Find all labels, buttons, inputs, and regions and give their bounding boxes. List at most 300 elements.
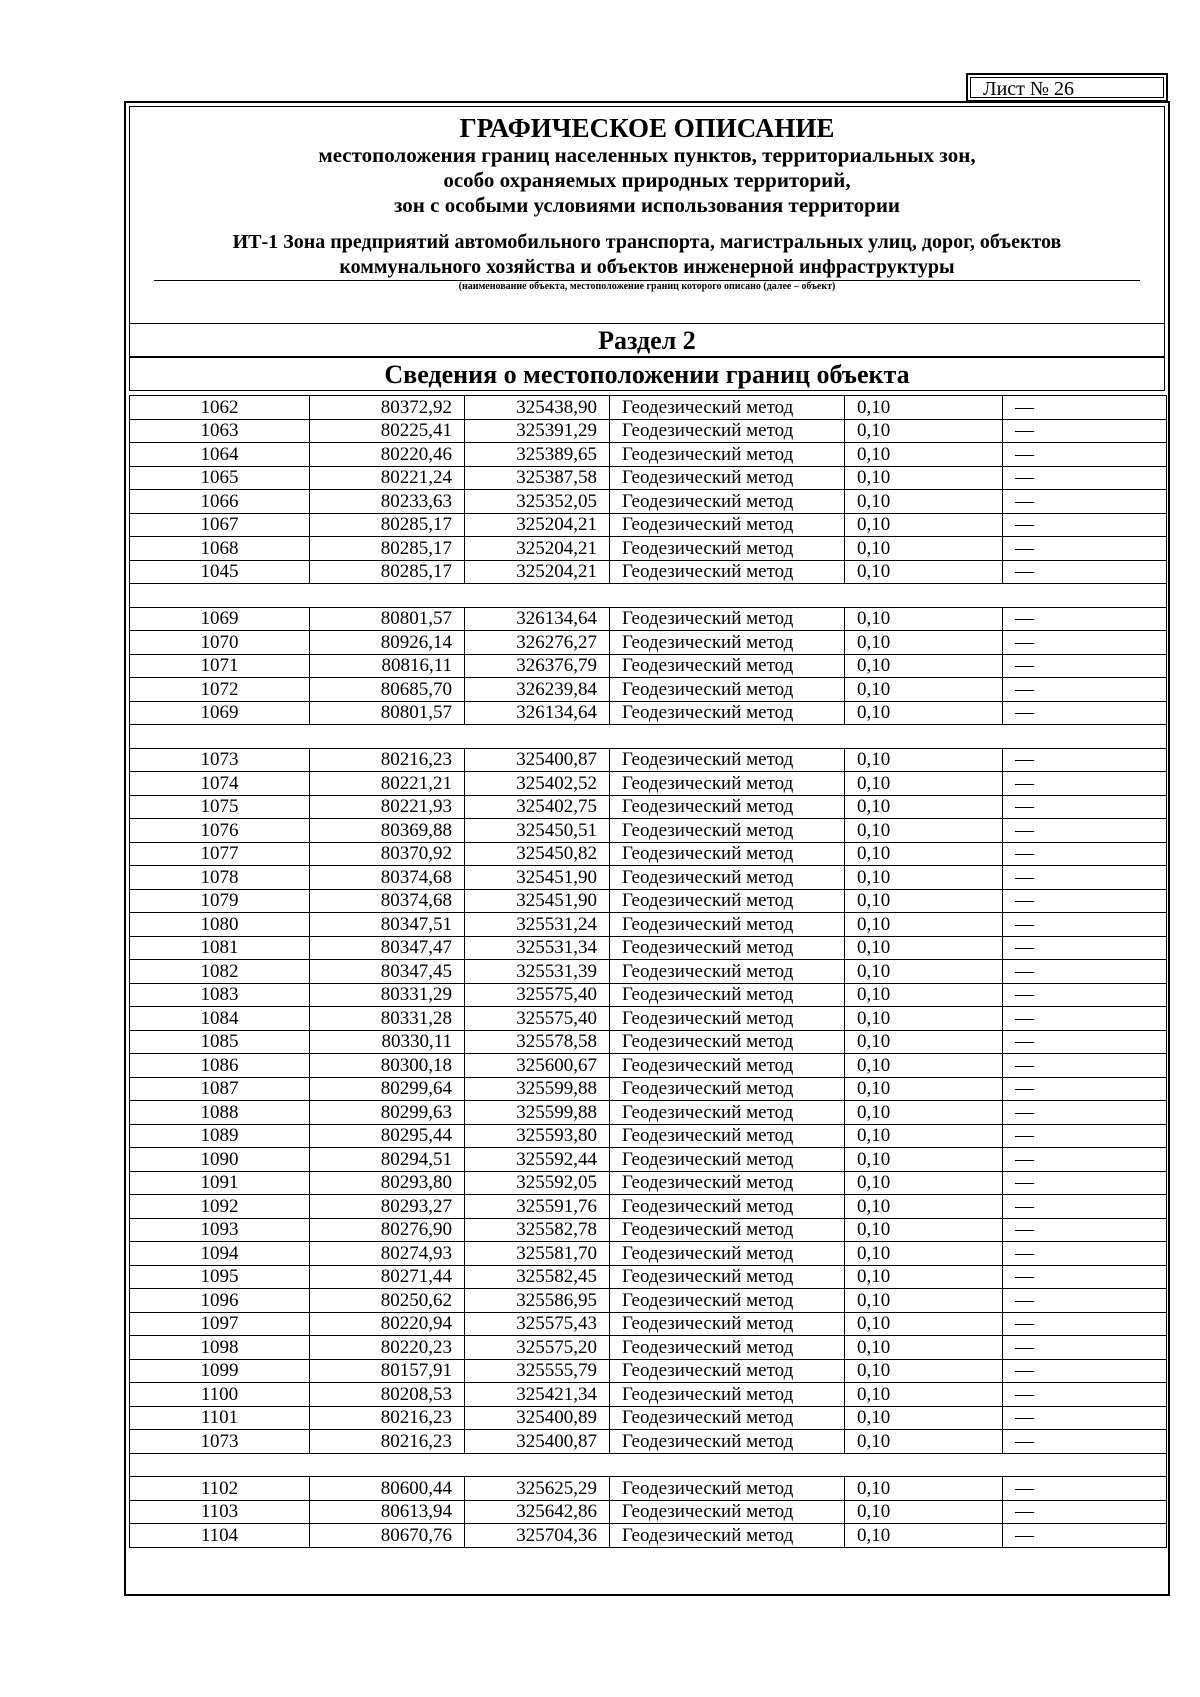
accuracy-cell: 0,10 — [845, 866, 1003, 890]
x-coordinate-cell: 80347,45 — [310, 960, 465, 984]
description-cell: — — [1003, 1289, 1167, 1313]
x-coordinate-cell: 80216,23 — [310, 1406, 465, 1430]
table-row — [130, 678, 1167, 702]
x-coordinate-cell: 80285,17 — [310, 560, 465, 584]
accuracy-cell: 0,10 — [845, 1101, 1003, 1125]
method-cell: Геодезический метод — [610, 1077, 845, 1101]
method-cell: Геодезический метод — [610, 842, 845, 866]
y-coordinate-cell: 325421,34 — [465, 1383, 610, 1407]
section-title: Раздел 2 — [129, 323, 1165, 357]
accuracy-cell: 0,10 — [845, 396, 1003, 420]
point-number-cell: 1068 — [130, 537, 310, 561]
accuracy-cell: 0,10 — [845, 1148, 1003, 1172]
x-coordinate-cell: 80330,11 — [310, 1030, 465, 1054]
point-number-cell: 1091 — [130, 1171, 310, 1195]
separator-row — [130, 725, 1167, 749]
document-title: ГРАФИЧЕСКОЕ ОПИСАНИЕ — [459, 113, 835, 143]
accuracy-cell: 0,10 — [845, 513, 1003, 537]
table-row — [130, 1054, 1167, 1078]
point-number-cell: 1078 — [130, 866, 310, 890]
table-row — [130, 513, 1167, 537]
accuracy-cell: 0,10 — [845, 631, 1003, 655]
coordinates-table-body — [130, 396, 1167, 1548]
table-row — [130, 795, 1167, 819]
accuracy-cell: 0,10 — [845, 1195, 1003, 1219]
accuracy-cell: 0,10 — [845, 654, 1003, 678]
x-coordinate-cell: 80276,90 — [310, 1218, 465, 1242]
y-coordinate-cell: 325582,45 — [465, 1265, 610, 1289]
description-cell: — — [1003, 913, 1167, 937]
accuracy-cell: 0,10 — [845, 1030, 1003, 1054]
method-cell: Геодезический метод — [610, 866, 845, 890]
point-number-cell: 1073 — [130, 1430, 310, 1454]
description-cell: — — [1003, 560, 1167, 584]
point-number-cell: 1076 — [130, 819, 310, 843]
x-coordinate-cell: 80370,92 — [310, 842, 465, 866]
x-coordinate-cell: 80220,23 — [310, 1336, 465, 1360]
method-cell: Геодезический метод — [610, 913, 845, 937]
x-coordinate-cell: 80274,93 — [310, 1242, 465, 1266]
accuracy-cell: 0,10 — [845, 960, 1003, 984]
table-row — [130, 654, 1167, 678]
y-coordinate-cell: 325451,90 — [465, 889, 610, 913]
y-coordinate-cell: 326376,79 — [465, 654, 610, 678]
table-row — [130, 1336, 1167, 1360]
method-cell: Геодезический метод — [610, 1289, 845, 1313]
y-coordinate-cell: 325531,24 — [465, 913, 610, 937]
y-coordinate-cell: 325389,65 — [465, 443, 610, 467]
table-row — [130, 443, 1167, 467]
x-coordinate-cell: 80926,14 — [310, 631, 465, 655]
point-number-cell: 1098 — [130, 1336, 310, 1360]
x-coordinate-cell: 80221,24 — [310, 466, 465, 490]
table-row — [130, 1077, 1167, 1101]
method-cell: Геодезический метод — [610, 1124, 845, 1148]
y-coordinate-cell: 325578,58 — [465, 1030, 610, 1054]
coordinates-table — [129, 395, 1167, 1548]
x-coordinate-cell: 80801,57 — [310, 607, 465, 631]
table-row — [130, 983, 1167, 1007]
description-cell: — — [1003, 1336, 1167, 1360]
method-cell: Геодезический метод — [610, 1030, 845, 1054]
x-coordinate-cell: 80220,94 — [310, 1312, 465, 1336]
table-row — [130, 960, 1167, 984]
y-coordinate-cell: 325599,88 — [465, 1077, 610, 1101]
point-number-cell: 1083 — [130, 983, 310, 1007]
description-cell: — — [1003, 466, 1167, 490]
description-cell: — — [1003, 513, 1167, 537]
point-number-cell: 1094 — [130, 1242, 310, 1266]
point-number-cell: 1095 — [130, 1265, 310, 1289]
x-coordinate-cell: 80299,64 — [310, 1077, 465, 1101]
method-cell: Геодезический метод — [610, 1359, 845, 1383]
accuracy-cell: 0,10 — [845, 1430, 1003, 1454]
point-number-cell: 1070 — [130, 631, 310, 655]
method-cell: Геодезический метод — [610, 1406, 845, 1430]
x-coordinate-cell: 80372,92 — [310, 396, 465, 420]
table-row — [130, 842, 1167, 866]
description-cell: — — [1003, 1148, 1167, 1172]
table-row — [130, 1524, 1167, 1548]
accuracy-cell: 0,10 — [845, 1171, 1003, 1195]
object-name-line-1: ИТ-1 Зона предприятий автомобильного транспорта, магистральных улиц, дорог, объектов — [232, 231, 1062, 253]
method-cell: Геодезический метод — [610, 1524, 845, 1548]
y-coordinate-cell: 325531,39 — [465, 960, 610, 984]
separator-row — [130, 1453, 1167, 1477]
subtitle-line-1: местоположения границ населенных пунктов, территориальных зон, — [318, 143, 976, 167]
table-row — [130, 701, 1167, 725]
description-cell: — — [1003, 936, 1167, 960]
method-cell: Геодезический метод — [610, 1007, 845, 1031]
method-cell: Геодезический метод — [610, 419, 845, 443]
y-coordinate-cell: 325575,40 — [465, 1007, 610, 1031]
x-coordinate-cell: 80157,91 — [310, 1359, 465, 1383]
table-row — [130, 1171, 1167, 1195]
description-cell: — — [1003, 1124, 1167, 1148]
description-cell: — — [1003, 1077, 1167, 1101]
accuracy-cell: 0,10 — [845, 419, 1003, 443]
accuracy-cell: 0,10 — [845, 842, 1003, 866]
y-coordinate-cell: 325581,70 — [465, 1242, 610, 1266]
method-cell: Геодезический метод — [610, 819, 845, 843]
x-coordinate-cell: 80613,94 — [310, 1500, 465, 1524]
y-coordinate-cell: 325204,21 — [465, 560, 610, 584]
method-cell: Геодезический метод — [610, 936, 845, 960]
table-row — [130, 490, 1167, 514]
y-coordinate-cell: 325391,29 — [465, 419, 610, 443]
accuracy-cell: 0,10 — [845, 913, 1003, 937]
document-header — [129, 106, 1165, 324]
y-coordinate-cell: 325625,29 — [465, 1477, 610, 1501]
table-row — [130, 889, 1167, 913]
y-coordinate-cell: 325451,90 — [465, 866, 610, 890]
document-frame — [124, 101, 1170, 1596]
table-row — [130, 748, 1167, 772]
table-row — [130, 631, 1167, 655]
x-coordinate-cell: 80250,62 — [310, 1289, 465, 1313]
method-cell: Геодезический метод — [610, 748, 845, 772]
description-cell: — — [1003, 1430, 1167, 1454]
y-coordinate-cell: 325400,89 — [465, 1406, 610, 1430]
description-cell: — — [1003, 889, 1167, 913]
description-cell: — — [1003, 748, 1167, 772]
description-cell: — — [1003, 1477, 1167, 1501]
point-number-cell: 1079 — [130, 889, 310, 913]
point-number-cell: 1074 — [130, 772, 310, 796]
point-number-cell: 1062 — [130, 396, 310, 420]
point-number-cell: 1085 — [130, 1030, 310, 1054]
point-number-cell: 1063 — [130, 419, 310, 443]
point-number-cell: 1093 — [130, 1218, 310, 1242]
y-coordinate-cell: 325204,21 — [465, 513, 610, 537]
table-row — [130, 1289, 1167, 1313]
table-row — [130, 1148, 1167, 1172]
y-coordinate-cell: 325531,34 — [465, 936, 610, 960]
accuracy-cell: 0,10 — [845, 1054, 1003, 1078]
point-number-cell: 1086 — [130, 1054, 310, 1078]
x-coordinate-cell: 80285,17 — [310, 537, 465, 561]
method-cell: Геодезический метод — [610, 1171, 845, 1195]
point-number-cell: 1080 — [130, 913, 310, 937]
table-row — [130, 1359, 1167, 1383]
point-number-cell: 1088 — [130, 1101, 310, 1125]
x-coordinate-cell: 80208,53 — [310, 1383, 465, 1407]
method-cell: Геодезический метод — [610, 1430, 845, 1454]
accuracy-cell: 0,10 — [845, 1336, 1003, 1360]
description-cell: — — [1003, 842, 1167, 866]
description-cell: — — [1003, 1242, 1167, 1266]
table-row — [130, 560, 1167, 584]
y-coordinate-cell: 326276,27 — [465, 631, 610, 655]
method-cell: Геодезический метод — [610, 466, 845, 490]
y-coordinate-cell: 325575,43 — [465, 1312, 610, 1336]
y-coordinate-cell: 325593,80 — [465, 1124, 610, 1148]
point-number-cell: 1075 — [130, 795, 310, 819]
y-coordinate-cell: 326134,64 — [465, 701, 610, 725]
y-coordinate-cell: 325591,76 — [465, 1195, 610, 1219]
description-cell: — — [1003, 983, 1167, 1007]
section-subtitle: Сведения о местоположении границ объекта — [129, 357, 1165, 391]
table-row — [130, 419, 1167, 443]
x-coordinate-cell: 80216,23 — [310, 1430, 465, 1454]
description-cell: — — [1003, 1383, 1167, 1407]
y-coordinate-cell: 325586,95 — [465, 1289, 610, 1313]
y-coordinate-cell: 325555,79 — [465, 1359, 610, 1383]
y-coordinate-cell: 326239,84 — [465, 678, 610, 702]
point-number-cell: 1064 — [130, 443, 310, 467]
accuracy-cell: 0,10 — [845, 1265, 1003, 1289]
description-cell: — — [1003, 1101, 1167, 1125]
point-number-cell: 1101 — [130, 1406, 310, 1430]
table-row — [130, 396, 1167, 420]
object-name-line-2: коммунального хозяйства и объектов инженерной инфраструктуры — [339, 256, 955, 278]
separator-cell — [130, 725, 1167, 749]
accuracy-cell: 0,10 — [845, 1406, 1003, 1430]
y-coordinate-cell: 325402,75 — [465, 795, 610, 819]
method-cell: Геодезический метод — [610, 795, 845, 819]
table-row — [130, 1312, 1167, 1336]
separator-cell — [130, 584, 1167, 608]
point-number-cell: 1066 — [130, 490, 310, 514]
point-number-cell: 1073 — [130, 748, 310, 772]
point-number-cell: 1100 — [130, 1383, 310, 1407]
accuracy-cell: 0,10 — [845, 936, 1003, 960]
accuracy-cell: 0,10 — [845, 1477, 1003, 1501]
point-number-cell: 1067 — [130, 513, 310, 537]
accuracy-cell: 0,10 — [845, 795, 1003, 819]
description-cell: — — [1003, 537, 1167, 561]
accuracy-cell: 0,10 — [845, 1500, 1003, 1524]
y-coordinate-cell: 325575,20 — [465, 1336, 610, 1360]
description-cell: — — [1003, 1054, 1167, 1078]
table-row — [130, 1406, 1167, 1430]
accuracy-cell: 0,10 — [845, 1007, 1003, 1031]
method-cell: Геодезический метод — [610, 607, 845, 631]
method-cell: Геодезический метод — [610, 1477, 845, 1501]
accuracy-cell: 0,10 — [845, 1312, 1003, 1336]
point-number-cell: 1102 — [130, 1477, 310, 1501]
accuracy-cell: 0,10 — [845, 701, 1003, 725]
x-coordinate-cell: 80299,63 — [310, 1101, 465, 1125]
y-coordinate-cell: 325352,05 — [465, 490, 610, 514]
accuracy-cell: 0,10 — [845, 560, 1003, 584]
x-coordinate-cell: 80331,29 — [310, 983, 465, 1007]
method-cell: Геодезический метод — [610, 701, 845, 725]
point-number-cell: 1069 — [130, 701, 310, 725]
table-row — [130, 1124, 1167, 1148]
y-coordinate-cell: 325400,87 — [465, 748, 610, 772]
point-number-cell: 1071 — [130, 654, 310, 678]
method-cell: Геодезический метод — [610, 1383, 845, 1407]
point-number-cell: 1099 — [130, 1359, 310, 1383]
object-caption: (наименование объекта, местоположение границ которого описано (далее – объект) — [458, 281, 836, 292]
method-cell: Геодезический метод — [610, 889, 845, 913]
y-coordinate-cell: 325400,87 — [465, 1430, 610, 1454]
method-cell: Геодезический метод — [610, 1336, 845, 1360]
point-number-cell: 1072 — [130, 678, 310, 702]
method-cell: Геодезический метод — [610, 1218, 845, 1242]
point-number-cell: 1090 — [130, 1148, 310, 1172]
point-number-cell: 1104 — [130, 1524, 310, 1548]
accuracy-cell: 0,10 — [845, 537, 1003, 561]
table-row — [130, 1030, 1167, 1054]
method-cell: Геодезический метод — [610, 1195, 845, 1219]
description-cell: — — [1003, 654, 1167, 678]
table-row — [130, 772, 1167, 796]
subtitle-line-3: зон с особыми условиями использования территории — [393, 193, 901, 217]
point-number-cell: 1092 — [130, 1195, 310, 1219]
accuracy-cell: 0,10 — [845, 443, 1003, 467]
x-coordinate-cell: 80271,44 — [310, 1265, 465, 1289]
method-cell: Геодезический метод — [610, 1312, 845, 1336]
table-row — [130, 1007, 1167, 1031]
table-row — [130, 936, 1167, 960]
table-row — [130, 1477, 1167, 1501]
method-cell: Геодезический метод — [610, 772, 845, 796]
separator-row — [130, 584, 1167, 608]
x-coordinate-cell: 80374,68 — [310, 889, 465, 913]
method-cell: Геодезический метод — [610, 443, 845, 467]
y-coordinate-cell: 325600,67 — [465, 1054, 610, 1078]
y-coordinate-cell: 325592,05 — [465, 1171, 610, 1195]
table-row — [130, 537, 1167, 561]
x-coordinate-cell: 80369,88 — [310, 819, 465, 843]
y-coordinate-cell: 325642,86 — [465, 1500, 610, 1524]
accuracy-cell: 0,10 — [845, 678, 1003, 702]
accuracy-cell: 0,10 — [845, 983, 1003, 1007]
description-cell: — — [1003, 631, 1167, 655]
method-cell: Геодезический метод — [610, 537, 845, 561]
table-row — [130, 1383, 1167, 1407]
x-coordinate-cell: 80295,44 — [310, 1124, 465, 1148]
y-coordinate-cell: 325582,78 — [465, 1218, 610, 1242]
y-coordinate-cell: 325450,82 — [465, 842, 610, 866]
accuracy-cell: 0,10 — [845, 490, 1003, 514]
description-cell: — — [1003, 1500, 1167, 1524]
x-coordinate-cell: 80300,18 — [310, 1054, 465, 1078]
x-coordinate-cell: 80600,44 — [310, 1477, 465, 1501]
description-cell: — — [1003, 866, 1167, 890]
table-row — [130, 1430, 1167, 1454]
point-number-cell: 1069 — [130, 607, 310, 631]
accuracy-cell: 0,10 — [845, 889, 1003, 913]
method-cell: Геодезический метод — [610, 1148, 845, 1172]
method-cell: Геодезический метод — [610, 490, 845, 514]
description-cell: — — [1003, 1524, 1167, 1548]
method-cell: Геодезический метод — [610, 1101, 845, 1125]
x-coordinate-cell: 80670,76 — [310, 1524, 465, 1548]
x-coordinate-cell: 80293,80 — [310, 1171, 465, 1195]
point-number-cell: 1096 — [130, 1289, 310, 1313]
description-cell: — — [1003, 1312, 1167, 1336]
point-number-cell: 1087 — [130, 1077, 310, 1101]
accuracy-cell: 0,10 — [845, 466, 1003, 490]
y-coordinate-cell: 325599,88 — [465, 1101, 610, 1125]
description-cell: — — [1003, 1007, 1167, 1031]
x-coordinate-cell: 80685,70 — [310, 678, 465, 702]
description-cell: — — [1003, 607, 1167, 631]
accuracy-cell: 0,10 — [845, 1289, 1003, 1313]
separator-cell — [130, 1453, 1167, 1477]
method-cell: Геодезический метод — [610, 631, 845, 655]
method-cell: Геодезический метод — [610, 1054, 845, 1078]
accuracy-cell: 0,10 — [845, 1124, 1003, 1148]
y-coordinate-cell: 325450,51 — [465, 819, 610, 843]
table-row — [130, 1265, 1167, 1289]
description-cell: — — [1003, 1171, 1167, 1195]
accuracy-cell: 0,10 — [845, 819, 1003, 843]
accuracy-cell: 0,10 — [845, 748, 1003, 772]
accuracy-cell: 0,10 — [845, 1218, 1003, 1242]
description-cell: — — [1003, 490, 1167, 514]
point-number-cell: 1082 — [130, 960, 310, 984]
method-cell: Геодезический метод — [610, 654, 845, 678]
table-row — [130, 1242, 1167, 1266]
x-coordinate-cell: 80293,27 — [310, 1195, 465, 1219]
table-row — [130, 1218, 1167, 1242]
method-cell: Геодезический метод — [610, 678, 845, 702]
description-cell: — — [1003, 772, 1167, 796]
description-cell: — — [1003, 1195, 1167, 1219]
description-cell: — — [1003, 1218, 1167, 1242]
x-coordinate-cell: 80285,17 — [310, 513, 465, 537]
method-cell: Геодезический метод — [610, 983, 845, 1007]
accuracy-cell: 0,10 — [845, 1524, 1003, 1548]
description-cell: — — [1003, 960, 1167, 984]
x-coordinate-cell: 80220,46 — [310, 443, 465, 467]
table-row — [130, 913, 1167, 937]
description-cell: — — [1003, 795, 1167, 819]
x-coordinate-cell: 80374,68 — [310, 866, 465, 890]
description-cell: — — [1003, 419, 1167, 443]
method-cell: Геодезический метод — [610, 1500, 845, 1524]
table-row — [130, 1101, 1167, 1125]
x-coordinate-cell: 80347,51 — [310, 913, 465, 937]
description-cell: — — [1003, 1265, 1167, 1289]
y-coordinate-cell: 325704,36 — [465, 1524, 610, 1548]
table-row — [130, 1500, 1167, 1524]
x-coordinate-cell: 80233,63 — [310, 490, 465, 514]
table-row — [130, 466, 1167, 490]
x-coordinate-cell: 80816,11 — [310, 654, 465, 678]
description-cell: — — [1003, 443, 1167, 467]
x-coordinate-cell: 80347,47 — [310, 936, 465, 960]
point-number-cell: 1084 — [130, 1007, 310, 1031]
y-coordinate-cell: 325204,21 — [465, 537, 610, 561]
sheet-number-box — [966, 73, 1168, 102]
point-number-cell: 1103 — [130, 1500, 310, 1524]
table-row — [130, 607, 1167, 631]
